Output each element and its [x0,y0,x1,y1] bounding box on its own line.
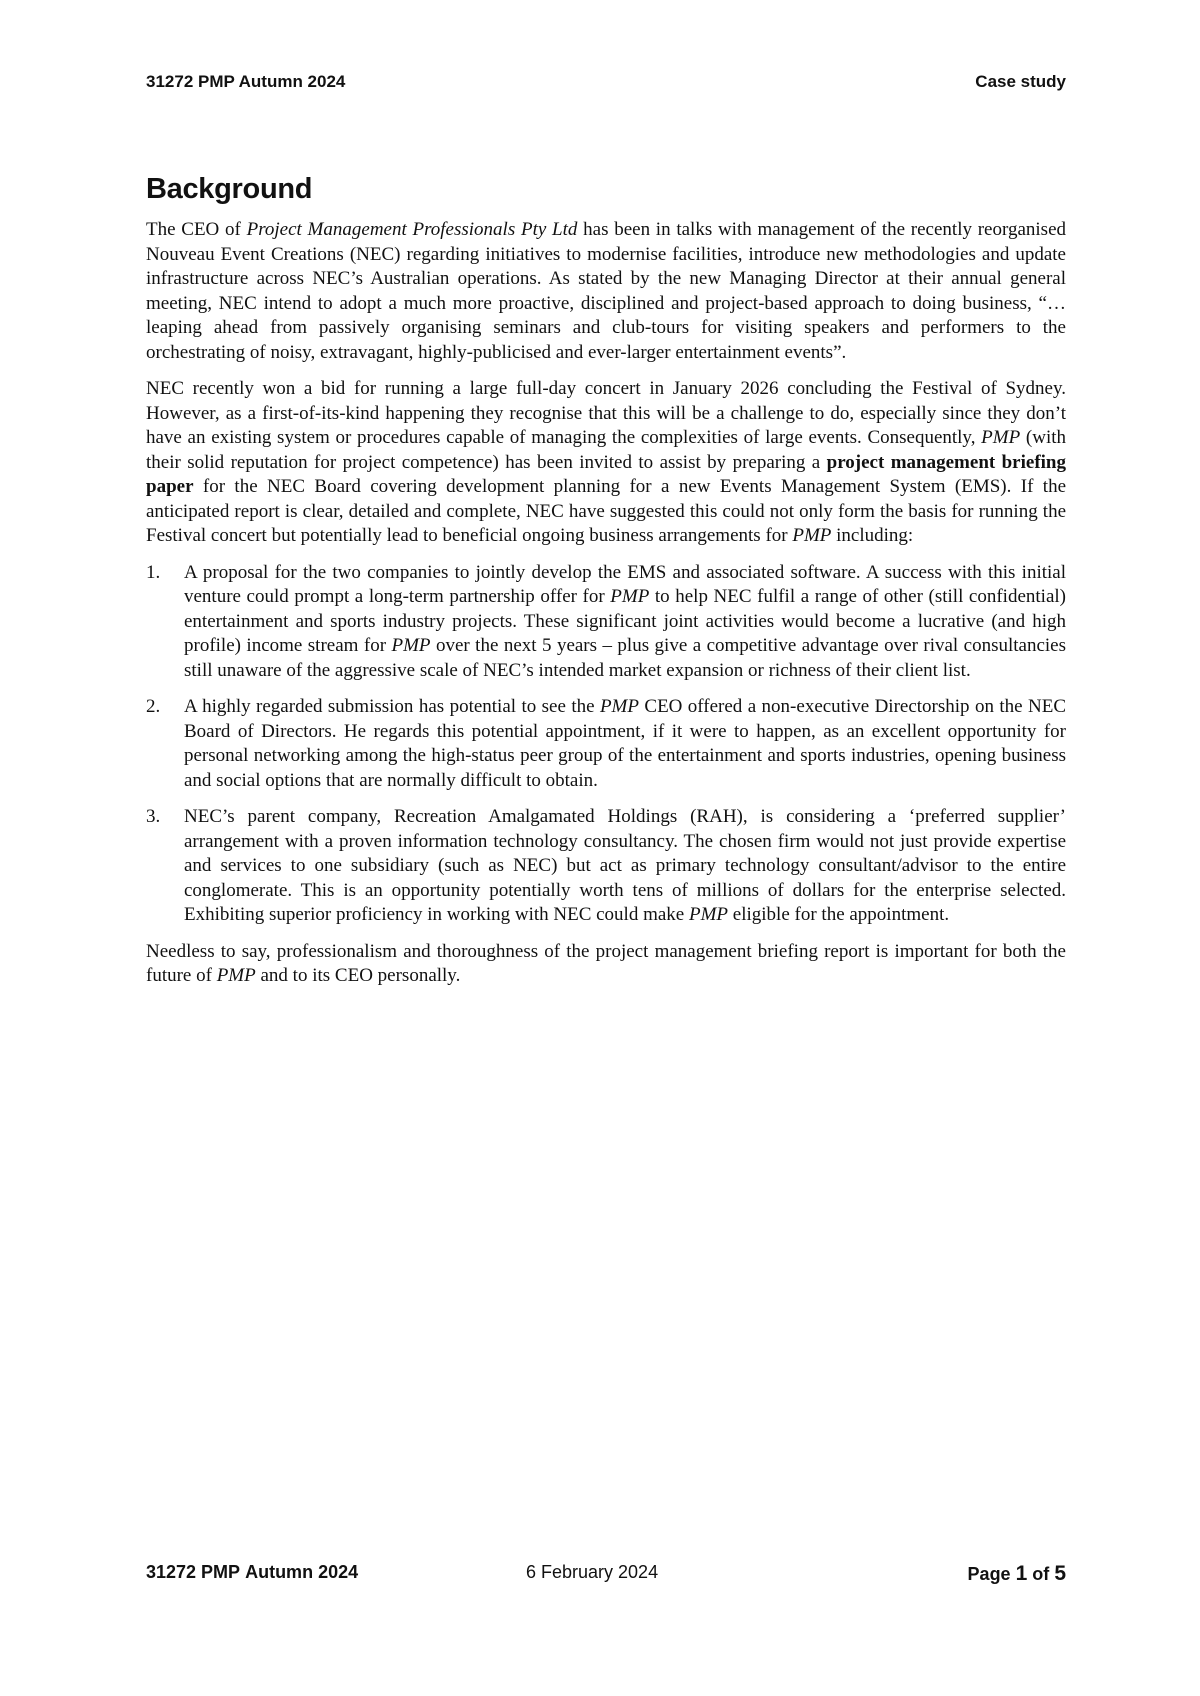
text-run: for the NEC Board covering development planning for a new Events Management System (EMS). If the anticipated report is clear, detailed and complete, NEC have suggested this could not only form the basis for running the Festival concert but potentially lead to beneficial ongoing business arrangements for [146,476,1066,546]
footer-date: 6 February 2024 [526,1562,659,1582]
benefits-list [146,561,1066,928]
header-course: 31272 PMP Autumn 2024 [146,72,346,91]
pmp-name: PMP [391,635,431,656]
text-run: CEO offered a non-executive Directorship on the NEC Board of Directors. He regards this potential appointment, if it were to happen, as an excellent opportunity for personal networking among the high-status peer group of the entertainment and sports industries, opening business and social options that are normally difficult to obtain. [184,696,1066,791]
text-run: A proposal for the two companies to jointly develop the EMS and associated software. A success with this initial venture could prompt a long-term partnership offer for [184,561,1066,607]
text-run: has been in talks with management of the recently reorganised Nouveau Event Creations (NEC) regarding initiatives to modernise facilities, introduce new methodologies and update infrastructure across NEC’s Australian operations. As stated by the new Managing Director at their annual general meeting, NEC intend to adopt a much more proactive, disciplined and project-based approach to doing business, “… leaping ahead from passively organising seminars and club-tours for visiting speakers and performers to the orchestrating of noisy, extravagant, highly-publicised and ever-larger entertainment events”. [146,219,1067,363]
of-word: of [1032,1564,1050,1584]
text-run: and to its CEO personally. [255,965,461,986]
company-name: Project Management Professionals Pty Ltd [246,219,578,240]
text-run: The CEO of [146,219,247,240]
briefing-paper-term: project management briefing paper [146,451,1067,497]
text-run: Needless to say, professionalism and thoroughness of the project management briefing report is important for both the future of [146,940,1066,986]
page-footer [146,1562,1066,1588]
page-word: Page [967,1564,1011,1584]
text-run: (with their solid reputation for project competence) has been invited to assist by preparing a [146,427,1067,473]
text-run: including: [831,525,914,546]
text-run: NEC recently won a bid for running a large full-day concert in January 2026 concluding the Festival of Sydney. However, as a first-of-its-kind happening they recognise that this will be a challenge to do, especially since they don’t have an existing system or procedures capable of managing the complexities of large events. Consequently, [146,378,1066,448]
page-header [146,72,1066,98]
text-run: eligible for the appointment. [728,904,950,925]
paragraph-conclusion [146,940,1066,989]
list-number: 1. [146,561,161,583]
total-pages: 5 [1054,1562,1066,1585]
section-title: Background [146,173,313,205]
pmp-name: PMP [216,965,256,986]
list-number: 2. [146,696,161,717]
text-run: A highly regarded submission has potential to see the [184,696,600,717]
paragraph-intro [146,218,1066,365]
current-page: 1 [1015,1562,1028,1585]
text-run: over the next 5 years – plus give a competitive advantage over rival consultancies still unaware of the aggressive scale of NEC’s intended market expansion or richness of their client list. [184,635,1066,681]
pmp-name: PMP [792,525,832,546]
footer-course-code: 31272 PMP [146,1562,241,1582]
text-run: NEC’s parent company, Recreation Amalgamated Holdings (RAH), is considering a ‘preferred supplier’ arrangement with a proven information technology consultancy. The chosen firm would not just provide expertise and services to one subsidiary (such as NEC) but act as primary technology consultant/advisor to the entire conglomerate. This is an opportunity potentially worth tens of millions of dollars for the enterprise selected. Exhibiting superior proficiency in working with NEC could make [184,806,1066,925]
pmp-name: PMP [981,427,1021,448]
text-run: to help NEC fulfil a range of other (still confidential) entertainment and sports industry projects. These significant joint activities would become a lucrative (and high profile) income stream for [184,586,1066,656]
pmp-name: PMP [610,586,650,607]
pmp-name: PMP [688,904,729,925]
list-item [146,805,1066,928]
list-number: 3. [146,806,161,827]
header-doc-type: Case study [975,72,1066,91]
pmp-name: PMP [599,696,639,717]
footer-course [146,1562,358,1583]
document-body [146,172,1066,1001]
paragraph-bid [146,377,1066,549]
list-item [146,695,1066,793]
list-item [146,561,1066,684]
page-number [968,1562,1066,1586]
footer-term: Autumn 2024 [245,1562,359,1582]
